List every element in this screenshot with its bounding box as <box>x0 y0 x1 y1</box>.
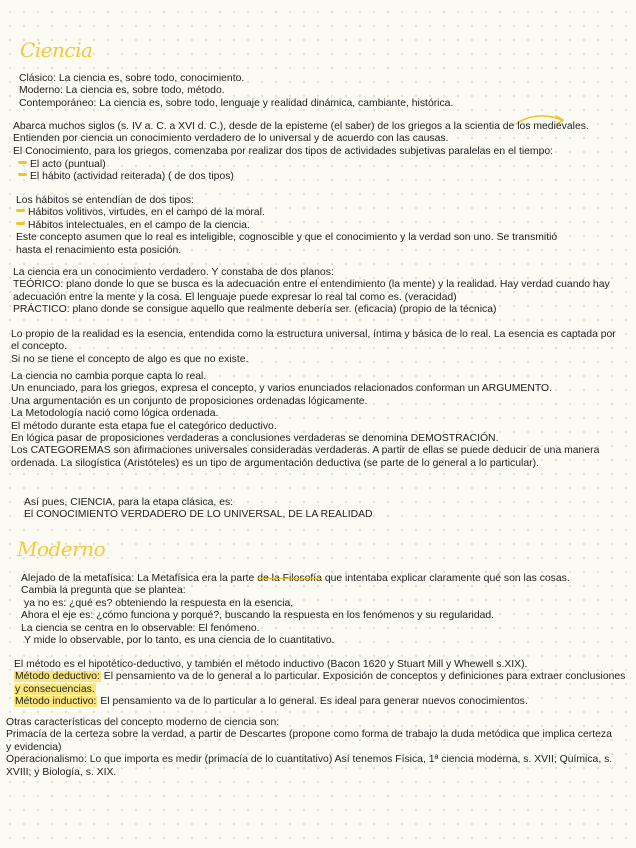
planos-line: TEÓRICO: plano donde lo que se busca es la adecuación entre el entendimiento (la mente) y la realidad. Hay verdad cuando hay <box>13 279 610 291</box>
intro-block <box>19 73 453 110</box>
dash-bullet-icon <box>18 173 27 176</box>
metodo-deductivo: Método deductivo: El pensamiento va de lo general a lo particular. Exposición de conceptos y definiciones para extraer conclusiones <box>15 671 626 683</box>
moderno-line: ya no es: ¿qué es? obteniendo la respuesta en la esencia, <box>24 597 294 609</box>
planos-line: adecuación entre la mente y la cosa. El lenguaje puede expresar lo real tal como es. (veracidad) <box>13 291 457 303</box>
otras-line: Otras características del concepto moderno de ciencia son: <box>6 717 280 728</box>
otras-line: Primacía de la certeza sobre la verdad, a partir de Descartes (propone como forma de trabajo la duda metódica que implica certeza <box>6 729 612 741</box>
argumento-line: En lógica pasar de proposiciones verdaderas a conclusiones verdaderas se denomina DEMOSTRACIÓN. <box>11 433 499 445</box>
otras-line: y evidencia) <box>6 741 62 753</box>
habitos-line: Este concepto asumen que lo real es inteligible, cognoscible y que el conocimiento y la verdad son uno. Se transmitió <box>16 232 558 244</box>
argumento-line: Un enunciado, para los griegos, expresa el concepto, y varios enunciados relacionados conforman un ARGUMENTO. <box>11 383 552 395</box>
otras-block <box>6 717 612 779</box>
intro-line: Clásico: La ciencia es, sobre todo, conocimiento. <box>19 73 245 84</box>
list-item: El hábito (actividad reiterada) ( de dos tipos) <box>18 171 234 183</box>
moderno-line: Y mide lo observable, por lo tanto, es una ciencia de lo cuantitativo. <box>24 635 335 647</box>
habitos-intro: Los hábitos se entendían de dos tipos: <box>16 195 194 206</box>
list-item: Hábitos volitivos, virtudes, en el campo de la moral. <box>16 207 557 219</box>
conclusion-line: Así pues, CIENCIA, para la etapa clásica, es: <box>24 497 234 508</box>
moderno-line: Ahora el eje es: ¿cómo funciona y porqué?, buscando la respuesta en los fenómenos y su regularidad. <box>21 610 495 622</box>
dash-bullet-icon <box>18 161 27 164</box>
intro-line: Moderno: La ciencia es, sobre todo, método. <box>19 85 225 97</box>
conclusion-block <box>24 497 373 522</box>
heading-moderno: Moderno <box>17 537 106 561</box>
intro-line: Contemporáneo: La ciencia es, sobre todo, lenguaje y realidad dinámica, cambiante, histórica. <box>19 97 454 109</box>
actividades-list <box>18 159 234 184</box>
strikethrough-text: de la Filosofía <box>257 573 322 584</box>
dash-bullet-icon <box>16 222 25 225</box>
planos-line: PRÁCTICO: plano donde se consigue aquello que realmente debería ser. (eficacia) (propio de la técnica) <box>13 304 497 316</box>
abarca-line: Entienden por ciencia un conocimiento verdadero de lo universal y de acuerdo con las causas. <box>13 133 449 145</box>
highlight-inductivo: Método inductivo: <box>15 696 97 708</box>
conclusion-line: El CONOCIMIENTO VERDADERO DE LO UNIVERSAL, DE LA REALIDAD <box>24 509 373 521</box>
otras-line: Operacionalismo: Lo que importa es medir (primacía de lo cuantitativo) Así tenemos Física, 1ª ciencia moderna, s. XVII; Química, s. <box>6 754 613 766</box>
esencia-block <box>11 329 616 366</box>
moderno-block <box>21 573 570 647</box>
dash-bullet-icon <box>16 209 25 212</box>
argumento-line: La Metodología nació como lógica ordenada. <box>11 408 219 420</box>
argumento-line: Una argumentación es un conjunto de proposiciones ordenadas lógicamente. <box>11 395 368 407</box>
abarca-line: Abarca muchos siglos (s. IV a. C. a XVI d. C.), desde de la episteme (el saber) de los griegos a la scientia de los medievales. <box>13 121 589 132</box>
highlight-deductivo: Método deductivo: <box>15 671 100 683</box>
planos-block <box>13 267 610 317</box>
metodo-block <box>14 659 625 709</box>
alejado-line: Alejado de la metafísica: La Metafísica era la parte de la Filosofía que intentaba explicar claramente qué son las cosas. <box>21 573 570 584</box>
otras-line: XVIII; y Biología, s. XIX. <box>6 766 117 778</box>
habitos-block <box>16 195 557 257</box>
moderno-line: La ciencia se centra en lo observable: El fenómeno. <box>21 622 260 634</box>
metodo-intro: El método es el hipotético-deductivo, y también el método inductivo (Bacon 1620 y Stuart Mill y Whewell s.XIX). <box>14 659 528 670</box>
esencia-line: el concepto. <box>11 341 68 353</box>
metodo-deductivo-cont: y consecuencias. <box>15 683 95 695</box>
argumento-block <box>11 371 599 470</box>
abarca-block <box>13 121 589 158</box>
moderno-line: Cambia la pregunta que se plantea: <box>21 585 186 597</box>
esencia-line: Lo propio de la realidad es la esencia, entendida como la estructura universal, íntima y básica de lo real. La esencia es captada por <box>11 329 616 340</box>
abarca-line: El Conocimiento, para los griegos, comenzaba por realizar dos tipos de actividades subjetivas paralelas en el tiempo: <box>13 145 554 157</box>
argumento-line: La ciencia no cambia porque capta lo real. <box>11 371 207 382</box>
habitos-line: hasta el renacimiento esta posición. <box>16 244 182 256</box>
planos-line: La ciencia era un conocimiento verdadero. Y constaba de dos planos: <box>13 267 334 278</box>
heading-ciencia: Ciencia <box>20 38 93 62</box>
list-item: Hábitos intelectuales, en el campo de la ciencia. <box>16 220 557 232</box>
argumento-line: ordenada. La silogística (Aristóteles) es un tipo de argumentación deductiva (se parte de lo general a lo particular). <box>11 457 539 469</box>
argumento-line: El método durante esta etapa fue el categórico deductivo. <box>11 420 277 432</box>
metodo-inductivo: Método inductivo: El pensamiento va de lo particular a lo general. Es ideal para generar nuevos conocimientos. <box>15 696 528 708</box>
esencia-line: Si no se tiene el concepto de algo es que no existe. <box>11 353 249 365</box>
list-item: El acto (puntual) <box>18 159 234 171</box>
argumento-line: Los CATEGOREMAS son afirmaciones universales consideradas verdaderas. A partir de ellas se puede deducir de una manera <box>11 445 600 457</box>
